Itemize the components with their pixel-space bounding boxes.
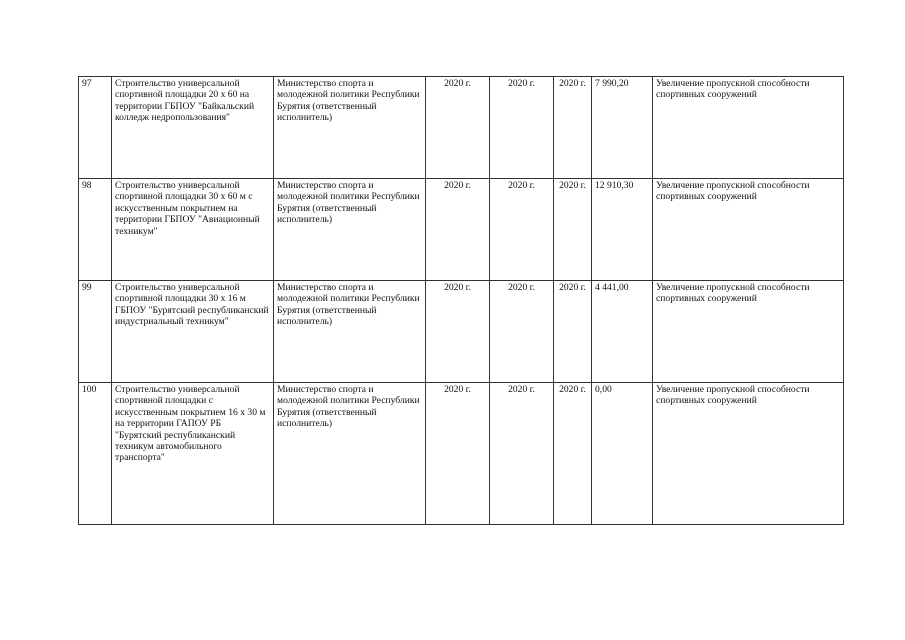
end-date: 2020 г. [490, 281, 554, 383]
funding-year: 2020 г. [554, 179, 592, 281]
row-number: 97 [79, 77, 112, 179]
end-date: 2020 г. [490, 383, 554, 525]
funding-year: 2020 г. [554, 383, 592, 525]
program-table [78, 76, 844, 525]
expected-result: Увеличение пропускной способности спортивных сооружений [653, 179, 844, 281]
executor: Министерство спорта и молодежной политики Республики Бурятия (ответственный исполнитель) [274, 77, 426, 179]
event-name: Строительство универсальной спортивной площадки с искусственным покрытием 16 х 30 м на территории ГАПОУ РБ "Бурятский республиканский техникум автомобильного транспорта" [112, 383, 274, 525]
funding-amount: 7 990,20 [592, 77, 653, 179]
start-date: 2020 г. [426, 281, 490, 383]
funding-amount: 4 441,00 [592, 281, 653, 383]
end-date: 2020 г. [490, 179, 554, 281]
table-row [79, 383, 844, 525]
start-date: 2020 г. [426, 383, 490, 525]
table-row [79, 77, 844, 179]
table-row [79, 281, 844, 383]
funding-amount: 0,00 [592, 383, 653, 525]
start-date: 2020 г. [426, 179, 490, 281]
table-row [79, 179, 844, 281]
expected-result: Увеличение пропускной способности спортивных сооружений [653, 77, 844, 179]
funding-amount: 12 910,30 [592, 179, 653, 281]
row-number: 98 [79, 179, 112, 281]
executor: Министерство спорта и молодежной политики Республики Бурятия (ответственный исполнитель) [274, 281, 426, 383]
executor: Министерство спорта и молодежной политики Республики Бурятия (ответственный исполнитель) [274, 383, 426, 525]
funding-year: 2020 г. [554, 77, 592, 179]
row-number: 100 [79, 383, 112, 525]
funding-year: 2020 г. [554, 281, 592, 383]
executor: Министерство спорта и молодежной политики Республики Бурятия (ответственный исполнитель) [274, 179, 426, 281]
expected-result: Увеличение пропускной способности спортивных сооружений [653, 383, 844, 525]
start-date: 2020 г. [426, 77, 490, 179]
expected-result: Увеличение пропускной способности спортивных сооружений [653, 281, 844, 383]
end-date: 2020 г. [490, 77, 554, 179]
event-name: Строительство универсальной спортивной площадки 20 х 60 на территории ГБПОУ "Байкальский колледж недропользования" [112, 77, 274, 179]
event-name: Строительство универсальной спортивной площадки 30 х 16 м ГБПОУ "Бурятский республиканский индустриальный техникум" [112, 281, 274, 383]
row-number: 99 [79, 281, 112, 383]
event-name: Строительство универсальной спортивной площадки 30 х 60 м с искусственным покрытием на территории ГБПОУ "Авиационный техникум" [112, 179, 274, 281]
